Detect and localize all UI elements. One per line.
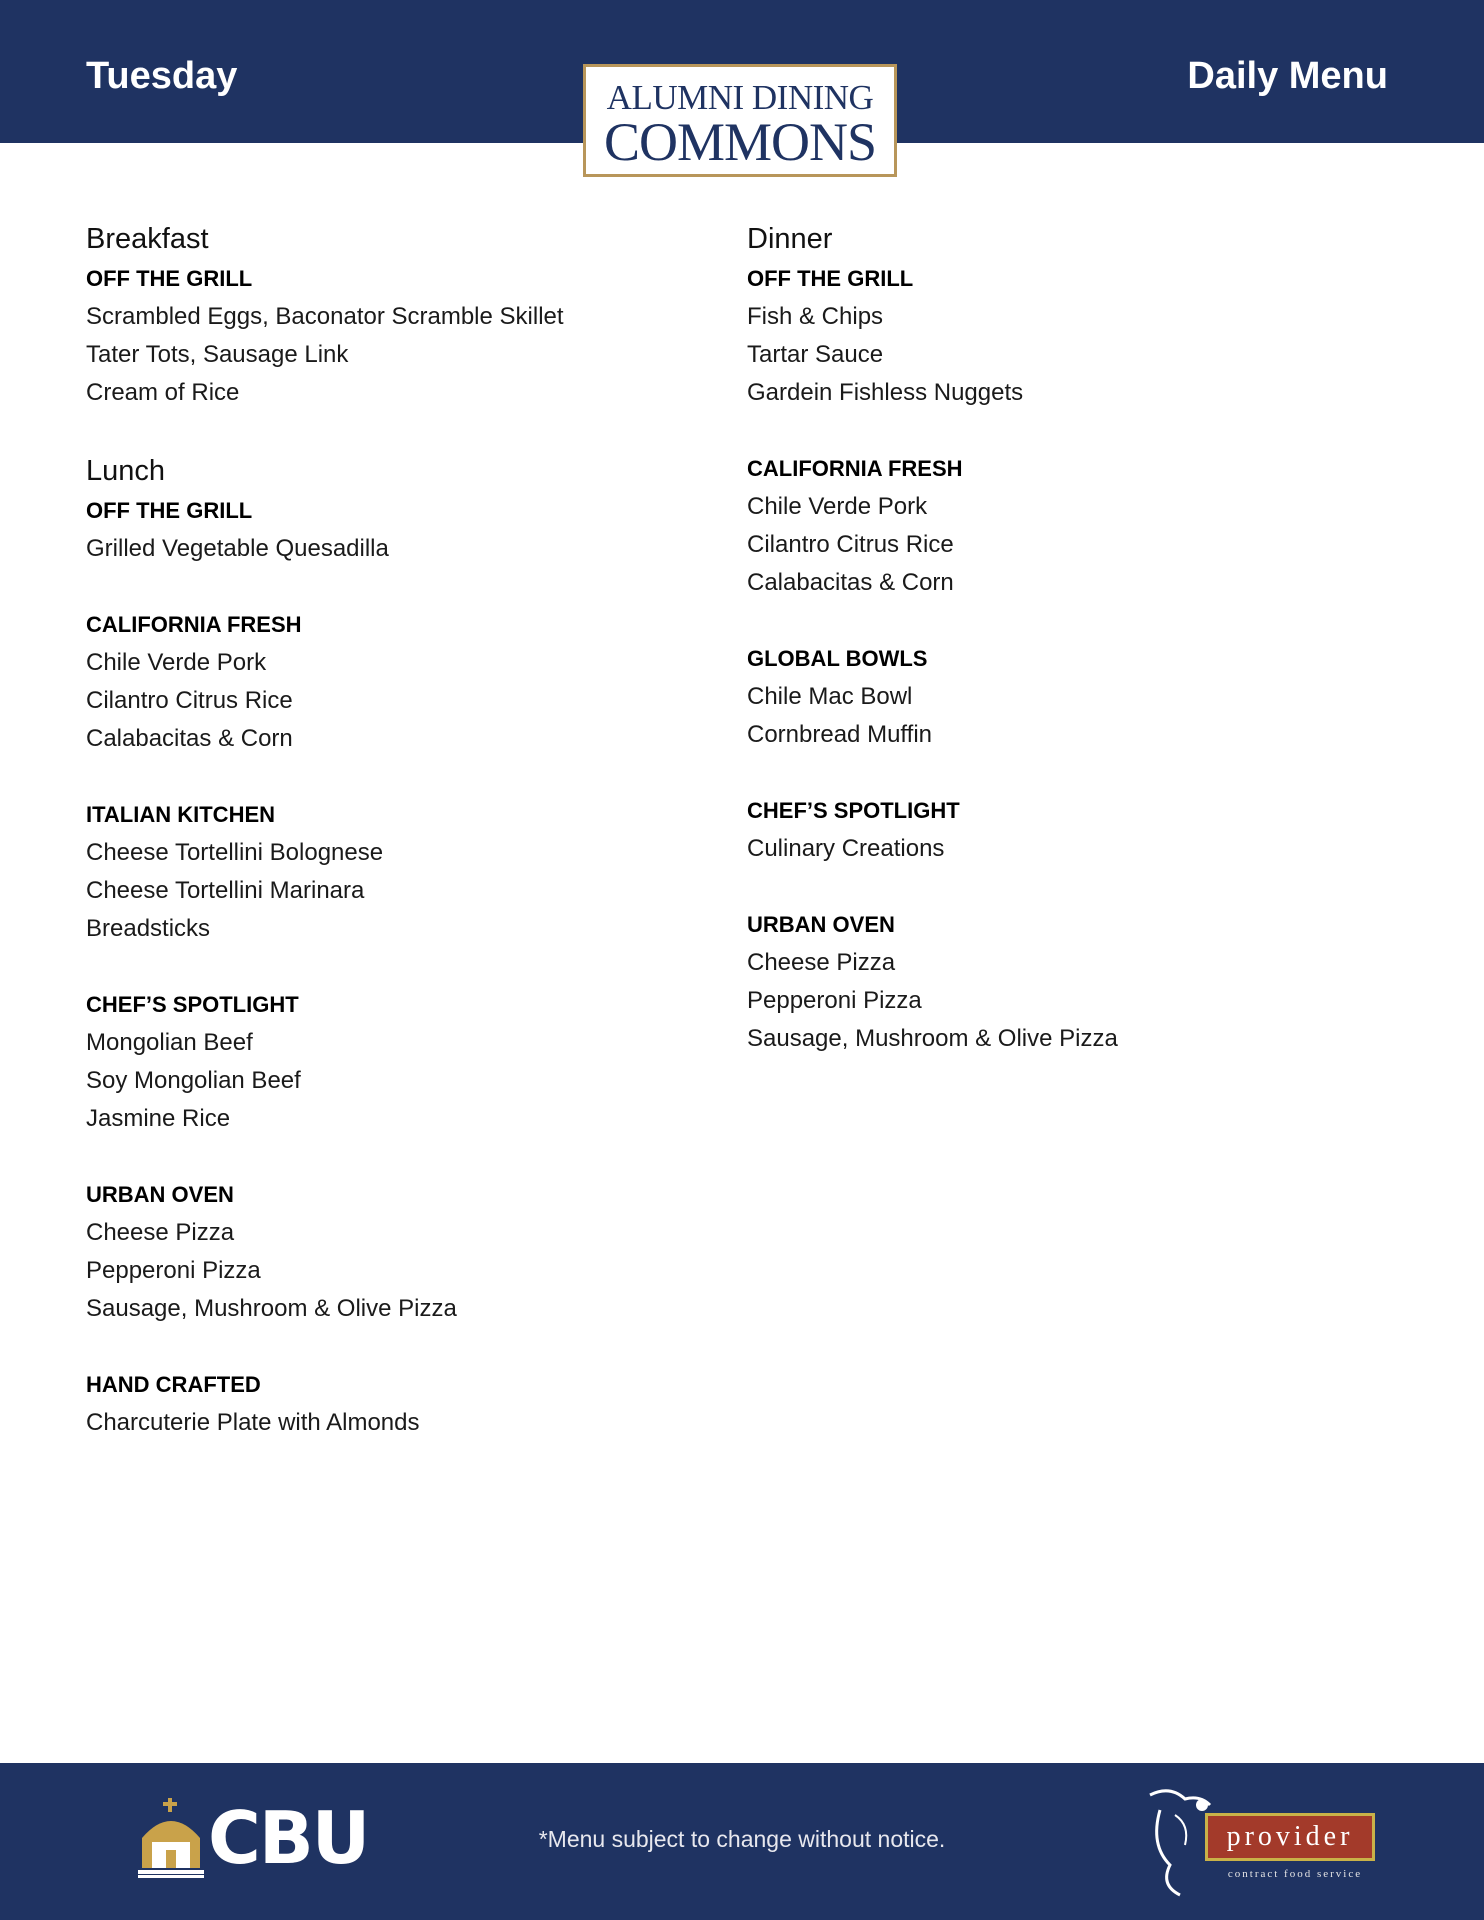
menu-item: Culinary Creations	[747, 835, 945, 862]
menu-item: Jasmine Rice	[86, 1105, 231, 1132]
menu-item: Scrambled Eggs, Baconator Scramble Skillet	[86, 303, 564, 330]
day-label: Tuesday	[86, 55, 238, 97]
menu-item: Cheese Tortellini Marinara	[86, 877, 365, 904]
menu-item: Cheese Pizza	[86, 1219, 235, 1246]
meal-title: Lunch	[86, 455, 166, 487]
station-name: CALIFORNIA FRESH	[86, 612, 302, 637]
menu-item: Chile Verde Pork	[86, 649, 267, 676]
menu-item: Chile Mac Bowl	[747, 683, 913, 710]
menu-item: Charcuterie Plate with Almonds	[86, 1409, 420, 1436]
meal-breakfast	[86, 218, 686, 412]
station	[86, 260, 686, 412]
provider-tagline: contract food service	[1227, 1868, 1363, 1880]
meal-dinner	[747, 218, 1347, 1058]
logo-line2: COMMONS	[603, 112, 877, 172]
provider-logo	[1140, 1785, 1380, 1905]
meal-lunch	[86, 450, 686, 1442]
menu-item: Calabacitas & Corn	[86, 725, 293, 752]
menu-item: Grilled Vegetable Quesadilla	[86, 535, 389, 562]
station	[86, 986, 686, 1138]
station	[747, 260, 1347, 412]
menu-item: Mongolian Beef	[86, 1029, 253, 1056]
station-name: URBAN OVEN	[86, 1182, 234, 1207]
station	[747, 640, 1347, 754]
station-name: CHEF’S SPOTLIGHT	[747, 798, 960, 823]
menu-item: Cream of Rice	[86, 379, 240, 406]
menu-item: Cheese Tortellini Bolognese	[86, 839, 384, 866]
menu-item: Cilantro Citrus Rice	[747, 531, 954, 558]
station	[86, 1176, 686, 1328]
station-name: CALIFORNIA FRESH	[747, 456, 963, 481]
alumni-dining-commons-logo	[583, 64, 897, 177]
menu-item: Pepperoni Pizza	[86, 1257, 261, 1284]
menu-item: Fish & Chips	[747, 303, 884, 330]
menu-item: Gardein Fishless Nuggets	[747, 379, 1024, 406]
menu-item: Cheese Pizza	[747, 949, 896, 976]
cbu-wordmark: CBU	[208, 1796, 369, 1880]
menu-item: Breadsticks	[86, 915, 211, 942]
menu-item: Sausage, Mushroom & Olive Pizza	[747, 1025, 1118, 1052]
station	[86, 606, 686, 758]
station-name: ITALIAN KITCHEN	[86, 802, 276, 827]
station	[747, 450, 1347, 602]
menu-item: Cornbread Muffin	[747, 721, 932, 748]
footer-bar	[0, 1763, 1484, 1920]
menu-title: Daily Menu	[1187, 55, 1388, 97]
station	[86, 1366, 686, 1442]
menu-item: Calabacitas & Corn	[747, 569, 954, 596]
station	[86, 796, 686, 948]
menu-item: Chile Verde Pork	[747, 493, 928, 520]
menu-item: Sausage, Mushroom & Olive Pizza	[86, 1295, 457, 1322]
menu-notice: *Menu subject to change without notice.	[538, 1826, 946, 1852]
station	[747, 906, 1347, 1058]
left-column	[86, 218, 686, 1480]
station-name: URBAN OVEN	[747, 912, 895, 937]
menu-item: Soy Mongolian Beef	[86, 1067, 301, 1094]
menu-item: Tartar Sauce	[747, 341, 884, 368]
station-name: OFF THE GRILL	[86, 498, 253, 523]
station-name: OFF THE GRILL	[86, 266, 253, 291]
station	[747, 792, 1347, 868]
meal-title: Dinner	[747, 223, 833, 255]
station	[86, 492, 686, 568]
menu-item: Pepperoni Pizza	[747, 987, 922, 1014]
menu-item: Tater Tots, Sausage Link	[86, 341, 349, 368]
station-name: CHEF’S SPOTLIGHT	[86, 992, 299, 1017]
meal-title: Breakfast	[86, 223, 209, 255]
station-name: OFF THE GRILL	[747, 266, 914, 291]
station-name: GLOBAL BOWLS	[747, 646, 928, 671]
logo-line1: ALUMNI DINING	[606, 78, 874, 117]
menu-item: Cilantro Citrus Rice	[86, 687, 293, 714]
provider-wordmark: provider	[1205, 1813, 1375, 1861]
station-name: HAND CRAFTED	[86, 1372, 261, 1397]
right-column	[747, 218, 1347, 1096]
